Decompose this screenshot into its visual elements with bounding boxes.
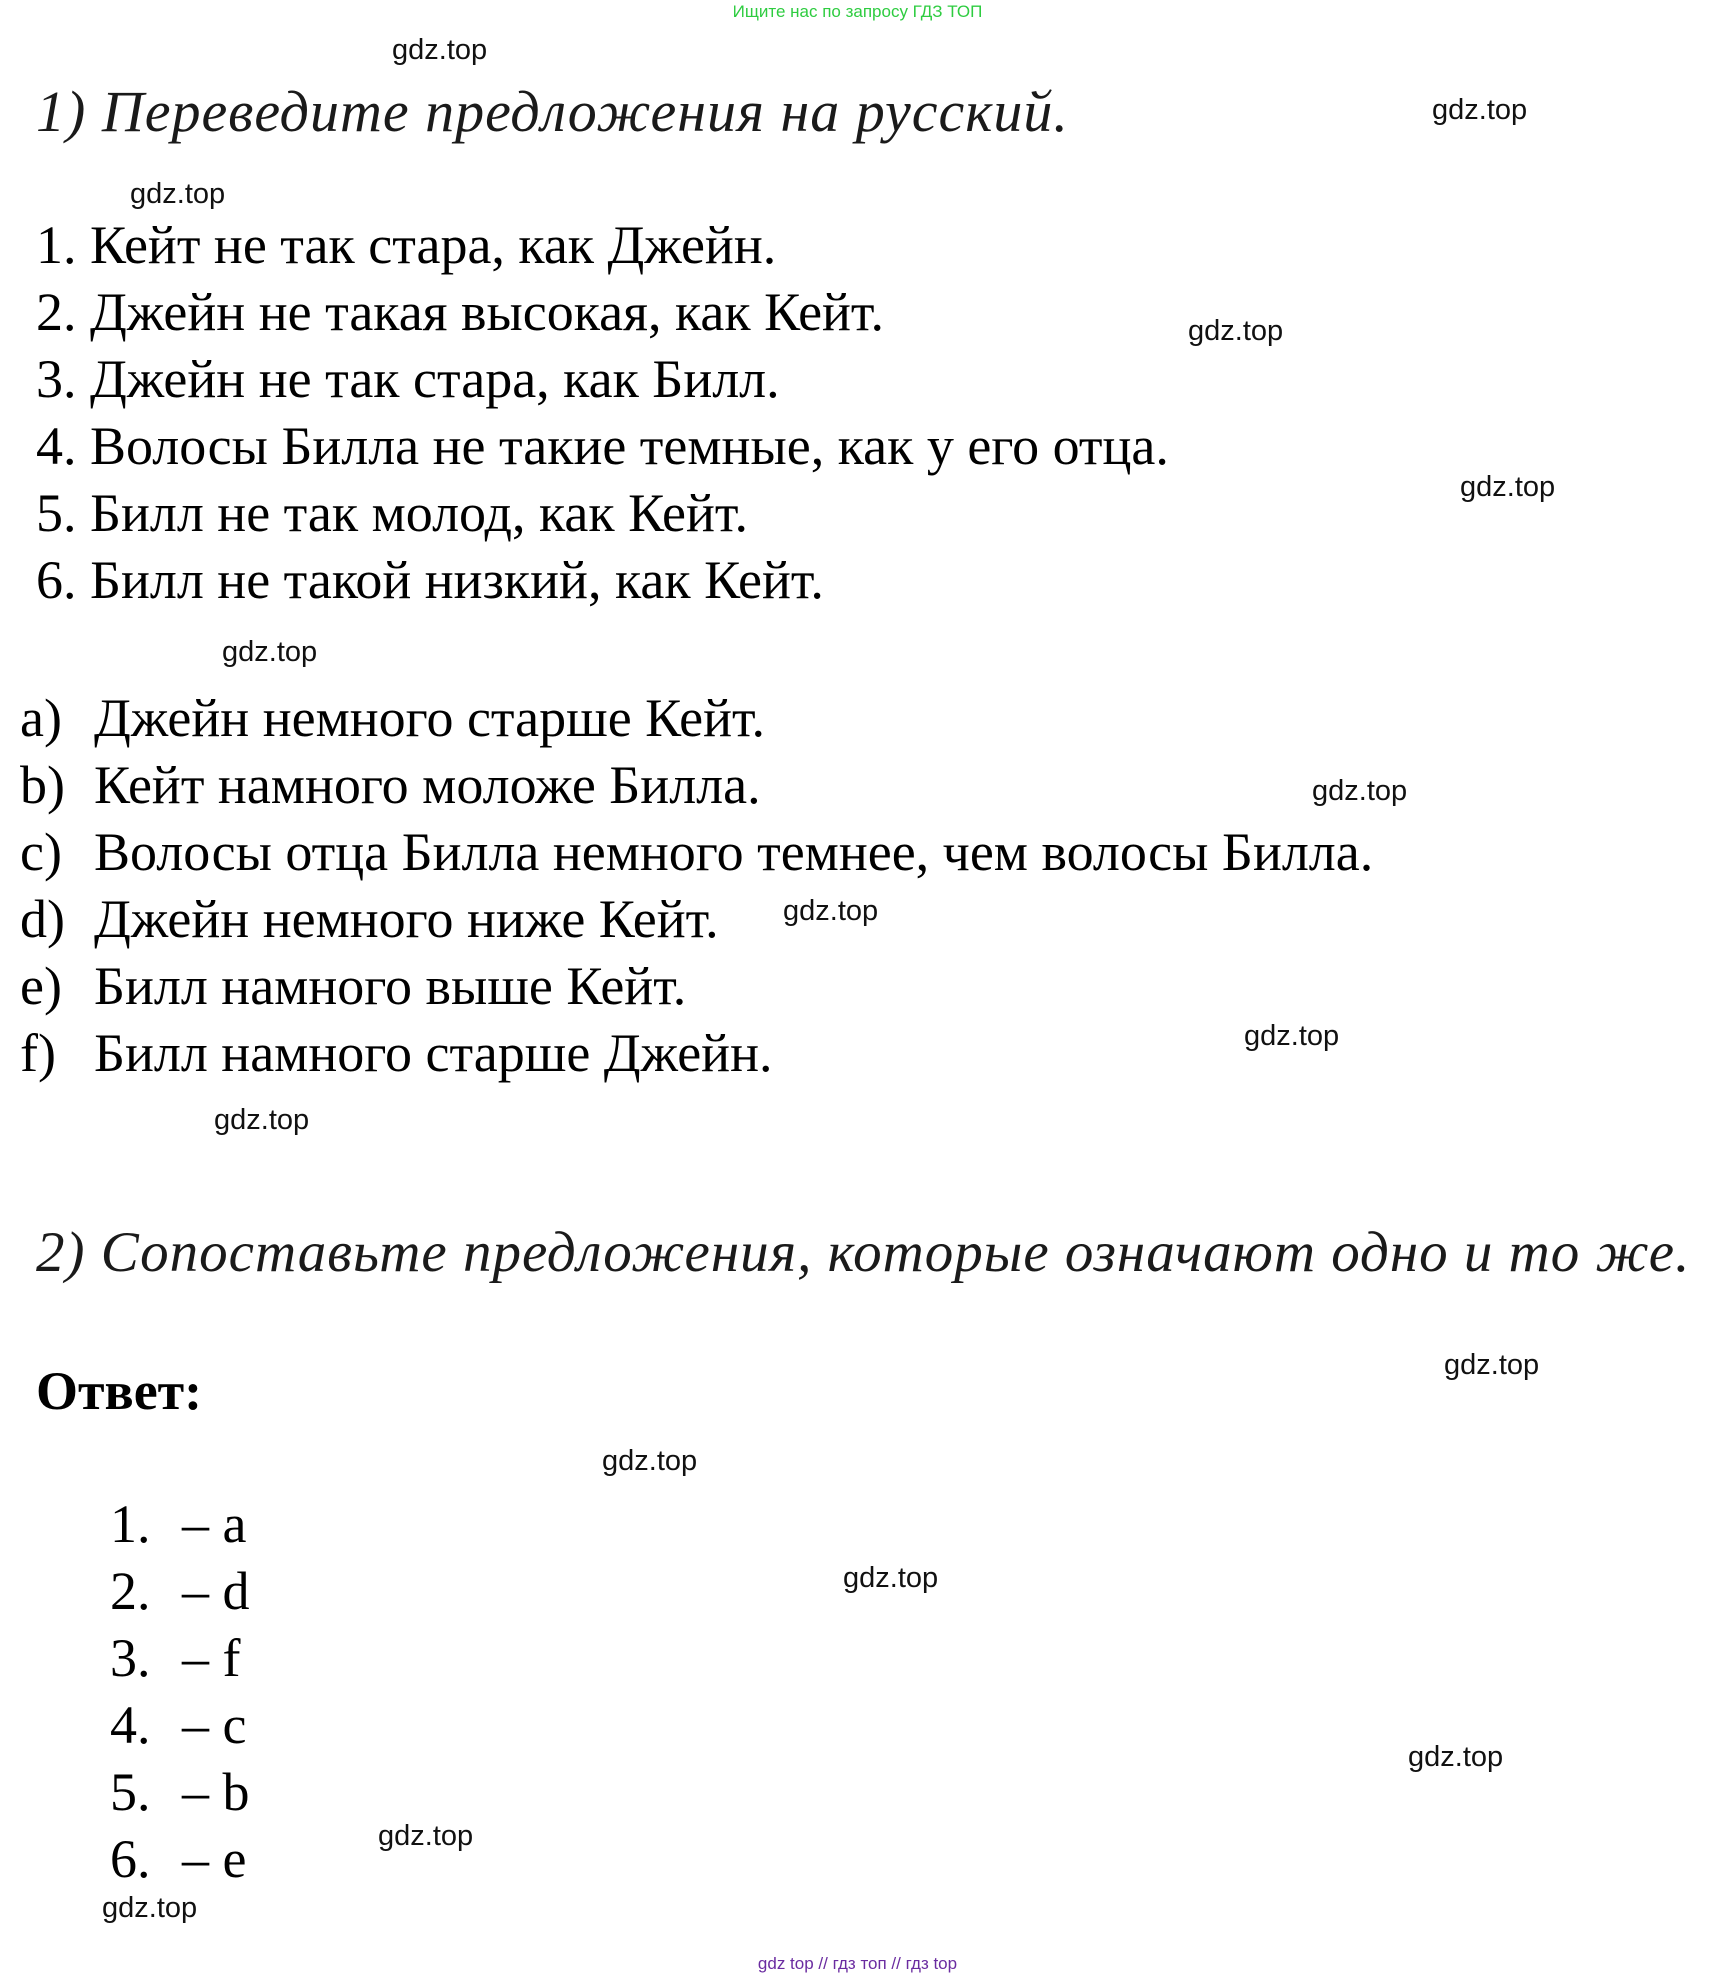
watermark: gdz.top (392, 34, 488, 66)
watermark: gdz.top (1408, 1741, 1504, 1773)
option-letter: d) (20, 889, 65, 949)
sentence-text: Волосы Билла не такие темные, как у его отца. (90, 416, 1169, 476)
sentence-item (36, 215, 777, 275)
answer-number: 4. (110, 1695, 151, 1755)
option-text: Билл намного старше Джейн. (94, 1023, 773, 1083)
option-text: Джейн немного ниже Кейт. (94, 889, 719, 949)
sentence-number: 4. (36, 416, 77, 476)
sentence-item (36, 483, 748, 543)
answer-item (110, 1762, 250, 1822)
sentence-item (36, 550, 824, 610)
watermark: gdz.top (1444, 1349, 1540, 1381)
answer-value: – c (182, 1695, 247, 1755)
sentence-text: Джейн не такая высокая, как Кейт. (90, 282, 884, 342)
answer-heading: Ответ: (36, 1361, 203, 1421)
watermark: gdz.top (378, 1820, 474, 1852)
top-banner: Ищите нас по запросу ГДЗ ТОП (732, 2, 983, 21)
sentence-text: Кейт не так стара, как Джейн. (90, 215, 777, 275)
answer-value: – b (182, 1762, 250, 1822)
sentence-text: Джейн не так стара, как Билл. (90, 349, 780, 409)
sentence-number: 5. (36, 483, 77, 543)
watermark: gdz.top (843, 1562, 939, 1594)
watermark: gdz.top (102, 1892, 198, 1924)
option-item (20, 755, 761, 815)
watermark: gdz.top (1432, 94, 1528, 126)
answer-item (110, 1628, 241, 1688)
sentence-number: 6. (36, 550, 77, 610)
option-item (20, 688, 766, 748)
watermark: gdz.top (130, 178, 226, 210)
answer-item (110, 1829, 247, 1889)
answer-value: – e (182, 1829, 247, 1889)
sentence-number: 2. (36, 282, 77, 342)
option-item (20, 889, 719, 949)
option-text: Билл намного выше Кейт. (94, 956, 687, 1016)
option-letter: b) (20, 755, 65, 815)
answer-item (110, 1695, 247, 1755)
task2-title: 2) Сопоставьте предложения, которые означают одно и то же. (36, 1221, 1691, 1284)
answer-value: – a (182, 1494, 247, 1554)
answer-value: – d (182, 1561, 250, 1621)
watermark: gdz.top (222, 636, 318, 668)
answer-number: 6. (110, 1829, 151, 1889)
watermark: gdz.top (602, 1445, 698, 1477)
answer-item (110, 1561, 250, 1621)
watermark: gdz.top (1244, 1020, 1340, 1052)
answer-value: – f (182, 1628, 241, 1688)
watermark: gdz.top (1188, 315, 1284, 347)
option-letter: c) (20, 822, 62, 882)
answer-number: 5. (110, 1762, 151, 1822)
option-text: Волосы отца Билла немного темнее, чем волосы Билла. (94, 822, 1374, 882)
sentence-number: 1. (36, 215, 77, 275)
watermark: gdz.top (783, 895, 879, 927)
option-letter: f) (20, 1023, 56, 1083)
sentence-item (36, 416, 1169, 476)
answer-item (110, 1494, 247, 1554)
option-item (20, 1023, 773, 1083)
sentence-number: 3. (36, 349, 77, 409)
sentence-text: Билл не так молод, как Кейт. (90, 483, 748, 543)
option-item (20, 956, 687, 1016)
sentence-item (36, 349, 780, 409)
watermark: gdz.top (1312, 775, 1408, 807)
watermark: gdz.top (1460, 471, 1556, 503)
answer-number: 2. (110, 1561, 151, 1621)
option-text: Джейн немного старше Кейт. (94, 688, 766, 748)
watermark: gdz.top (214, 1104, 310, 1136)
sentence-item (36, 282, 884, 342)
answer-number: 1. (110, 1494, 151, 1554)
option-text: Кейт намного моложе Билла. (94, 755, 761, 815)
option-letter: a) (20, 688, 62, 748)
bottom-banner: gdz top // гдз топ // гдз top (757, 1954, 958, 1973)
option-item (20, 822, 1374, 882)
option-letter: e) (20, 956, 62, 1016)
task1-title: 1) Переведите предложения на русский. (36, 79, 1069, 144)
answer-number: 3. (110, 1628, 151, 1688)
sentence-text: Билл не такой низкий, как Кейт. (90, 550, 824, 610)
